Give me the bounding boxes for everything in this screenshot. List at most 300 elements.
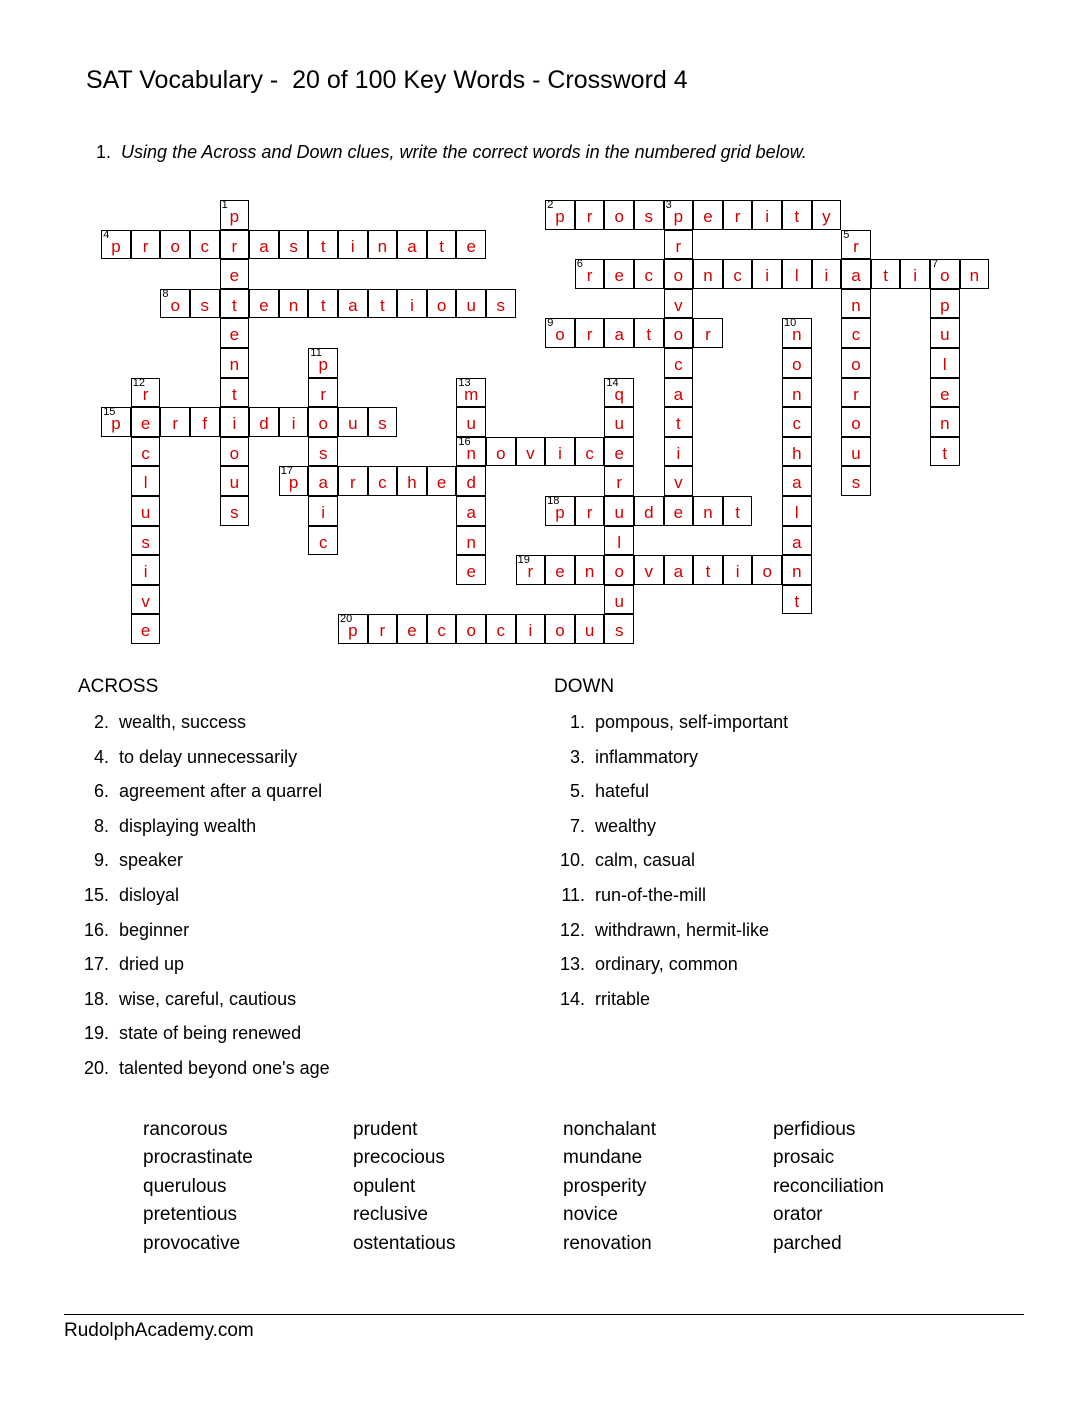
clue-number: 6. — [93, 781, 109, 802]
grid-cell[interactable] — [634, 555, 664, 585]
grid-cell[interactable] — [841, 318, 871, 348]
grid-cell[interactable] — [338, 230, 368, 260]
word-bank-item: ostentatious — [353, 1232, 456, 1254]
grid-cell[interactable] — [308, 466, 338, 496]
answer-letter: v — [644, 562, 654, 582]
answer-letter: o — [555, 621, 565, 641]
grid-cell[interactable] — [782, 348, 812, 378]
grid-cell[interactable] — [782, 378, 812, 408]
grid-cell[interactable] — [516, 437, 546, 467]
grid-cell[interactable] — [575, 259, 605, 289]
grid-cell[interactable] — [308, 348, 338, 378]
grid-cell[interactable] — [930, 407, 960, 437]
grid-cell[interactable] — [575, 200, 605, 230]
answer-letter: r — [142, 236, 149, 256]
answer-letter: i — [291, 414, 296, 434]
across-heading: ACROSS — [78, 676, 159, 697]
grid-cell[interactable] — [693, 555, 723, 585]
answer-letter: a — [851, 266, 861, 286]
grid-cell[interactable] — [397, 466, 427, 496]
grid-cell[interactable] — [604, 200, 634, 230]
grid-cell[interactable] — [723, 555, 753, 585]
answer-letter: u — [851, 443, 861, 463]
answer-letter: a — [348, 295, 358, 315]
grid-cell[interactable] — [634, 200, 664, 230]
answer-letter: e — [140, 621, 151, 641]
grid-cell[interactable] — [545, 496, 575, 526]
grid-cell[interactable] — [693, 259, 723, 289]
grid-cell[interactable] — [575, 437, 605, 467]
footer-divider — [64, 1314, 1024, 1315]
word-bank-item: rancorous — [143, 1119, 228, 1140]
answer-letter: a — [259, 236, 269, 256]
word-bank-item: precocious — [353, 1147, 445, 1169]
grid-cell[interactable] — [782, 407, 812, 437]
grid-cell[interactable] — [545, 200, 575, 230]
answer-letter: f — [202, 414, 208, 434]
grid-cell[interactable] — [368, 289, 398, 319]
grid-cell[interactable] — [604, 526, 634, 556]
grid-cell[interactable] — [368, 407, 398, 437]
grid-cell[interactable] — [723, 200, 753, 230]
grid-cell[interactable] — [220, 259, 250, 289]
grid-cell[interactable] — [960, 259, 990, 289]
grid-cell[interactable] — [604, 378, 634, 408]
grid-cell[interactable] — [456, 496, 486, 526]
answer-letter: l — [942, 355, 947, 374]
grid-cell[interactable] — [545, 318, 575, 348]
grid-cell[interactable] — [782, 585, 812, 615]
answer-letter: u — [614, 503, 624, 522]
grid-cell[interactable] — [220, 437, 250, 467]
grid-cell[interactable] — [160, 289, 190, 319]
grid-cell[interactable] — [664, 318, 694, 348]
answer-letter: s — [318, 443, 328, 463]
grid-cell[interactable] — [190, 407, 220, 437]
grid-cell[interactable] — [368, 466, 398, 496]
grid-cell[interactable] — [131, 555, 161, 585]
answer-letter: u — [940, 325, 950, 345]
grid-cell[interactable] — [930, 318, 960, 348]
grid-cell[interactable] — [693, 496, 723, 526]
clue-number: 20 — [340, 613, 353, 626]
answer-letter: a — [792, 473, 802, 493]
answer-letter: p — [229, 207, 240, 226]
answer-letter: i — [410, 295, 414, 315]
word-bank-item: opulent — [353, 1175, 416, 1197]
grid-cell[interactable] — [664, 378, 694, 408]
answer-letter: n — [940, 414, 950, 434]
clue-number: 15 — [103, 406, 116, 419]
grid-cell[interactable] — [930, 348, 960, 378]
grid-cell[interactable] — [131, 378, 161, 408]
grid-cell[interactable] — [664, 496, 694, 526]
answer-letter: p — [111, 236, 121, 256]
answer-letter: r — [142, 384, 149, 404]
grid-cell[interactable] — [664, 230, 694, 260]
answer-letter: r — [586, 503, 593, 522]
clue-number: 16 — [458, 435, 471, 448]
answer-letter: r — [320, 384, 327, 404]
grid-cell[interactable] — [220, 496, 250, 526]
clue-text: talented beyond one's age — [119, 1058, 330, 1078]
answer-letter: n — [288, 295, 299, 315]
word-bank-item: reconciliation — [773, 1175, 884, 1197]
grid-cell[interactable] — [516, 614, 546, 644]
answer-letter: t — [232, 295, 237, 315]
answer-letter: v — [674, 473, 683, 493]
answer-letter: n — [584, 562, 595, 582]
answer-letter: e — [555, 562, 565, 582]
clue-number: 6 — [576, 258, 583, 271]
grid-cell[interactable] — [545, 437, 575, 467]
grid-cell[interactable] — [575, 496, 605, 526]
grid-cell[interactable] — [456, 526, 486, 556]
grid-cell[interactable] — [101, 407, 131, 437]
grid-cell[interactable] — [338, 289, 368, 319]
grid-cell[interactable] — [397, 230, 427, 260]
grid-cell[interactable] — [131, 466, 161, 496]
answer-letter: i — [735, 562, 740, 582]
answer-letter: a — [407, 236, 417, 256]
grid-cell[interactable] — [427, 614, 457, 644]
answer-letter: i — [232, 414, 237, 434]
clue-number: 11. — [561, 885, 585, 905]
clue-text: agreement after a quarrel — [119, 781, 323, 802]
answer-letter: p — [318, 355, 328, 374]
grid-cell[interactable] — [427, 466, 457, 496]
grid-cell[interactable] — [841, 259, 871, 289]
grid-cell[interactable] — [693, 200, 723, 230]
grid-cell[interactable] — [782, 466, 812, 496]
answer-letter: r — [527, 562, 534, 582]
grid-cell[interactable] — [308, 230, 338, 260]
answer-letter: s — [141, 532, 150, 552]
grid-cell[interactable] — [664, 437, 694, 467]
grid-cell[interactable] — [752, 555, 782, 585]
answer-letter: p — [555, 503, 565, 522]
grid-cell[interactable] — [782, 555, 812, 585]
crossword-grid — [0, 0, 1088, 660]
grid-cell[interactable] — [841, 378, 871, 408]
grid-cell[interactable] — [190, 289, 220, 319]
grid-cell[interactable] — [308, 378, 338, 408]
answer-letter: o — [170, 295, 180, 315]
grid-cell[interactable] — [723, 259, 753, 289]
grid-cell[interactable] — [220, 318, 250, 348]
answer-letter: t — [735, 503, 740, 522]
grid-cell[interactable] — [131, 407, 161, 437]
clue-number: 13. — [559, 954, 585, 975]
grid-cell[interactable] — [664, 555, 694, 585]
answer-letter: c — [644, 266, 654, 286]
clue-number: 9. — [93, 850, 109, 871]
word-bank-item: reclusive — [353, 1204, 428, 1226]
grid-cell[interactable] — [604, 466, 634, 496]
answer-letter: u — [614, 591, 624, 611]
grid-cell[interactable] — [693, 318, 723, 348]
answer-letter: a — [466, 503, 476, 522]
answer-letter: n — [792, 325, 802, 345]
grid-cell[interactable] — [427, 289, 457, 319]
answer-letter: c — [585, 443, 594, 463]
grid-cell[interactable] — [782, 526, 812, 556]
grid-cell[interactable] — [930, 378, 960, 408]
clue-number: 17 — [280, 465, 294, 478]
grid-cell[interactable] — [486, 289, 516, 319]
grid-cell[interactable] — [812, 200, 842, 230]
word-bank-item: prudent — [353, 1119, 418, 1140]
grid-cell[interactable] — [220, 348, 250, 378]
grid-cell[interactable] — [131, 230, 161, 260]
grid-cell[interactable] — [456, 289, 486, 319]
answer-letter: n — [703, 266, 713, 286]
grid-cell[interactable] — [220, 407, 250, 437]
grid-cell[interactable] — [900, 259, 930, 289]
grid-cell[interactable] — [368, 230, 398, 260]
grid-cell[interactable] — [723, 496, 753, 526]
answer-letter: r — [853, 236, 859, 256]
grid-cell[interactable] — [427, 230, 457, 260]
grid-cell[interactable] — [131, 526, 161, 556]
answer-letter: o — [673, 266, 684, 286]
answer-letter: c — [318, 532, 328, 552]
answer-letter: l — [794, 503, 799, 522]
grid-cell[interactable] — [160, 230, 190, 260]
answer-letter: n — [851, 295, 861, 315]
answer-letter: r — [586, 266, 593, 286]
grid-cell[interactable] — [456, 437, 486, 467]
answer-letter: l — [143, 473, 148, 493]
answer-letter: a — [673, 384, 684, 404]
answer-letter: m — [464, 384, 479, 404]
answer-letter: e — [614, 443, 624, 463]
answer-letter: u — [466, 295, 476, 315]
answer-letter: o — [436, 295, 447, 315]
grid-cell[interactable] — [456, 230, 486, 260]
grid-cell[interactable] — [397, 289, 427, 319]
grid-cell[interactable] — [397, 614, 427, 644]
answer-letter: a — [318, 473, 328, 493]
grid-cell[interactable] — [664, 466, 694, 496]
grid-cell[interactable] — [841, 289, 871, 319]
grid-cell[interactable] — [782, 259, 812, 289]
grid-cell[interactable] — [575, 318, 605, 348]
answer-letter: a — [673, 562, 684, 582]
word-bank-item: prosaic — [773, 1147, 835, 1169]
grid-cell[interactable] — [604, 318, 634, 348]
answer-letter: o — [318, 414, 328, 434]
grid-cell[interactable] — [545, 614, 575, 644]
answer-letter: i — [765, 266, 770, 286]
grid-cell[interactable] — [604, 555, 634, 585]
grid-cell[interactable] — [249, 230, 279, 260]
answer-letter: r — [734, 207, 741, 226]
grid-cell[interactable] — [841, 230, 871, 260]
grid-cell[interactable] — [486, 614, 516, 644]
grid-cell[interactable] — [160, 407, 190, 437]
answer-letter: s — [200, 295, 210, 315]
clue-text: dried up — [119, 954, 185, 975]
answer-letter: i — [143, 562, 148, 582]
grid-cell[interactable] — [782, 318, 812, 348]
grid-cell[interactable] — [338, 466, 368, 496]
grid-cell[interactable] — [279, 466, 309, 496]
answer-letter: e — [259, 295, 269, 315]
grid-cell[interactable] — [220, 230, 250, 260]
answer-letter: o — [614, 562, 624, 582]
grid-cell[interactable] — [220, 289, 250, 319]
clue-number: 12 — [132, 376, 146, 389]
grid-cell[interactable] — [308, 496, 338, 526]
grid-cell[interactable] — [190, 230, 220, 260]
grid-cell[interactable] — [131, 437, 161, 467]
grid-cell[interactable] — [841, 348, 871, 378]
grid-cell[interactable] — [752, 259, 782, 289]
grid-cell[interactable] — [220, 200, 250, 230]
grid-cell[interactable] — [841, 407, 871, 437]
answer-letter: q — [614, 384, 624, 404]
grid-cell[interactable] — [782, 437, 812, 467]
grid-cell[interactable] — [249, 289, 279, 319]
grid-cell[interactable] — [930, 437, 960, 467]
answer-letter: i — [350, 236, 355, 256]
clue-number: 7. — [569, 815, 585, 836]
answer-letter: t — [320, 236, 326, 256]
grid-cell[interactable] — [368, 614, 398, 644]
clue-number: 20. — [83, 1058, 109, 1078]
answer-letter: c — [733, 266, 742, 286]
grid-cell[interactable] — [604, 437, 634, 467]
grid-cell[interactable] — [575, 555, 605, 585]
answer-letter: u — [140, 503, 151, 522]
answer-letter: v — [526, 443, 535, 463]
grid-cell[interactable] — [664, 259, 694, 289]
grid-cell[interactable] — [930, 289, 960, 319]
grid-cell[interactable] — [664, 407, 694, 437]
grid-cell[interactable] — [486, 437, 516, 467]
answer-letter: d — [644, 503, 654, 522]
grid-cell[interactable] — [456, 378, 486, 408]
answer-letter: e — [466, 236, 476, 256]
answer-letter: e — [436, 473, 447, 493]
answer-letter: s — [851, 473, 861, 493]
grid-cell[interactable] — [575, 614, 605, 644]
answer-letter: t — [232, 384, 237, 404]
answer-letter: i — [913, 266, 918, 286]
grid-cell[interactable] — [516, 555, 546, 585]
grid-cell[interactable] — [308, 407, 338, 437]
answer-letter: s — [289, 236, 298, 256]
answer-letter: s — [644, 207, 654, 226]
grid-cell[interactable] — [308, 437, 338, 467]
answer-letter: c — [496, 621, 506, 641]
grid-cell[interactable] — [634, 318, 664, 348]
grid-cell[interactable] — [456, 614, 486, 644]
answer-letter: t — [883, 266, 888, 286]
answer-letter: p — [111, 414, 121, 434]
grid-cell[interactable] — [338, 407, 368, 437]
answer-letter: p — [288, 473, 299, 493]
grid-cell[interactable] — [841, 437, 871, 467]
grid-cell[interactable] — [604, 407, 634, 437]
grid-cell[interactable] — [664, 289, 694, 319]
grid-cell[interactable] — [249, 407, 279, 437]
grid-cell[interactable] — [871, 259, 901, 289]
clue-number: 15. — [83, 885, 109, 905]
grid-cell[interactable] — [841, 466, 871, 496]
grid-cell[interactable] — [604, 259, 634, 289]
grid-cell[interactable] — [664, 348, 694, 378]
answer-letter: r — [172, 414, 179, 434]
grid-cell[interactable] — [308, 289, 338, 319]
clue-text: speaker — [119, 850, 184, 871]
grid-cell[interactable] — [604, 614, 634, 644]
clue-number: 19 — [517, 554, 530, 567]
grid-cell[interactable] — [664, 200, 694, 230]
grid-cell[interactable] — [456, 466, 486, 496]
word-bank-item: querulous — [143, 1175, 227, 1197]
clue-number: 14. — [559, 988, 585, 1009]
grid-cell[interactable] — [308, 526, 338, 556]
grid-cell[interactable] — [279, 289, 309, 319]
answer-letter: o — [673, 325, 684, 345]
grid-cell[interactable] — [131, 585, 161, 615]
answer-letter: r — [586, 207, 593, 226]
grid-cell[interactable] — [634, 259, 664, 289]
grid-cell[interactable] — [279, 407, 309, 437]
clue-number: 4 — [103, 228, 110, 241]
answer-letter: i — [558, 443, 562, 463]
answer-letter: t — [942, 443, 948, 463]
clue-number: 8 — [162, 287, 169, 300]
grid-cell[interactable] — [782, 200, 812, 230]
grid-cell[interactable] — [545, 555, 575, 585]
word-bank-item: procrastinate — [143, 1147, 253, 1169]
grid-cell[interactable] — [782, 496, 812, 526]
answer-letter: h — [407, 473, 417, 493]
answer-letter: o — [496, 443, 506, 463]
grid-cell[interactable] — [456, 407, 486, 437]
grid-cell[interactable] — [752, 200, 782, 230]
answer-letter: o — [851, 355, 861, 374]
grid-cell[interactable] — [279, 230, 309, 260]
grid-cell[interactable] — [812, 259, 842, 289]
grid-cell[interactable] — [220, 378, 250, 408]
answer-letter: e — [140, 414, 151, 434]
answer-letter: c — [378, 473, 387, 493]
clue-number: 7 — [932, 258, 939, 271]
down-heading: DOWN — [554, 676, 615, 697]
clue-text: pompous, self-important — [595, 712, 789, 732]
answer-letter: e — [466, 562, 476, 582]
grid-cell[interactable] — [930, 259, 960, 289]
grid-cell[interactable] — [634, 496, 664, 526]
answer-letter: o — [466, 621, 476, 641]
answer-letter: a — [792, 532, 802, 552]
grid-cell[interactable] — [604, 585, 634, 615]
grid-cell[interactable] — [131, 614, 161, 644]
grid-cell[interactable] — [131, 496, 161, 526]
grid-cell[interactable] — [338, 614, 368, 644]
answer-letter: i — [528, 621, 533, 641]
grid-cell[interactable] — [604, 496, 634, 526]
answer-letter: o — [762, 562, 772, 582]
grid-cell[interactable] — [456, 555, 486, 585]
grid-cell[interactable] — [220, 466, 250, 496]
clue-text: rritable — [595, 988, 651, 1009]
grid-cell[interactable] — [101, 230, 131, 260]
